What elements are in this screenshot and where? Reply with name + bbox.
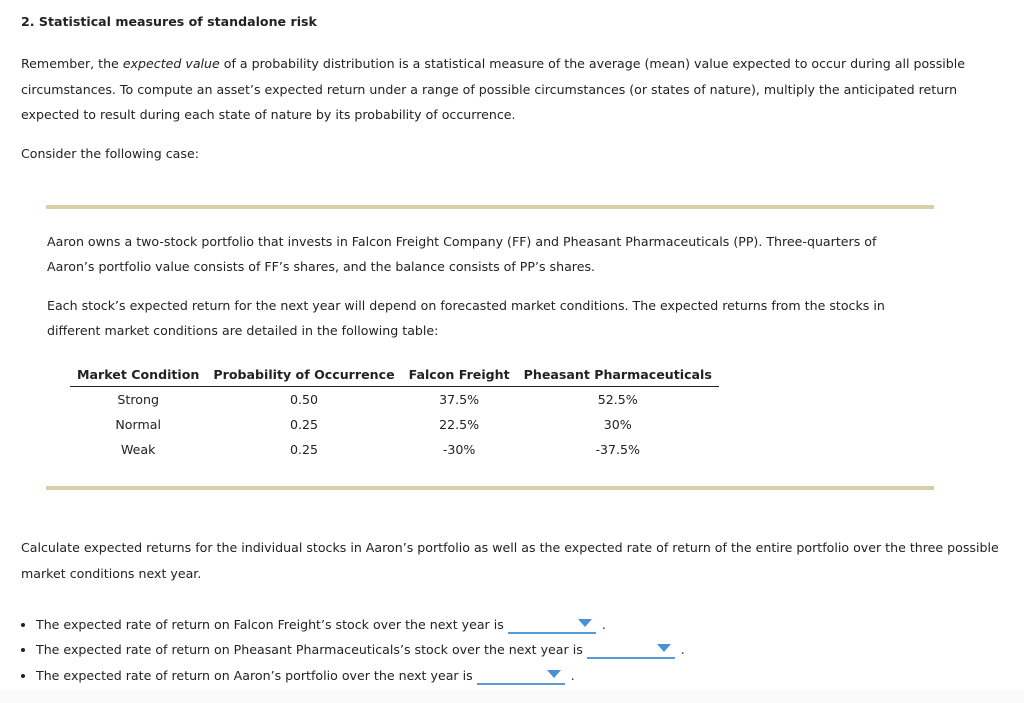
cell: 0.50 [289, 392, 319, 407]
intro-text-rest: of a probability distribution is a statistical measure of the average (mean) value expected to occur during all possible circumstances. To compute an asset’s expected return under a range of possible circumstances (or states of nature), multiply the anticipated return expected to result during each state of nature by its probability of occurrence. [21, 56, 966, 122]
task-paragraph: Calculate expected returns for the individual stocks in Aaron’s portfolio as well as the expected rate of return of the entire portfolio over the three possible market conditions next year. [21, 540, 999, 581]
question-list [21, 612, 685, 688]
case-divider-bottom [46, 486, 934, 490]
table-row [70, 412, 719, 437]
cell: Weak [120, 442, 156, 457]
page-footer [0, 690, 1024, 703]
cell: -37.5% [595, 442, 641, 457]
dropdown-arrow-icon[interactable] [657, 644, 671, 652]
intro-paragraph [21, 51, 1001, 128]
col-market-condition: Market Condition [70, 362, 206, 387]
cell: 0.25 [289, 417, 319, 432]
question-text: The expected rate of return on Pheasant Pharmaceuticals’s stock over the next year is [36, 642, 583, 658]
col-pheasant-pharma: Pheasant Pharmaceuticals [517, 362, 719, 387]
cell: 30% [603, 417, 632, 432]
intro-emphasis: expected value [122, 56, 220, 71]
cell: -30% [442, 442, 476, 457]
cell: 0.25 [289, 442, 319, 457]
period: . [680, 642, 685, 658]
cell: Strong [117, 392, 159, 407]
case-divider-top [46, 205, 934, 209]
cell: 52.5% [597, 392, 638, 407]
question-text: The expected rate of return on Falcon Freight’s stock over the next year is [36, 617, 504, 632]
table-row [70, 387, 719, 413]
period: . [601, 617, 606, 632]
period: . [570, 667, 575, 683]
question-text: The expected rate of return on Aaron’s portfolio over the next year is [36, 667, 473, 683]
pheasant-return-dropdown[interactable] [587, 641, 675, 659]
cell: 37.5% [439, 392, 480, 407]
consider-text: Consider the following case: [21, 146, 199, 161]
question-falcon-freight [36, 612, 685, 637]
table-header-row [70, 362, 719, 387]
section-heading: 2. Statistical measures of standalone risk [21, 14, 317, 29]
case-paragraph-1: Aaron owns a two-stock portfolio that invests in Falcon Freight Company (FF) and Pheasant Pharmaceuticals (PP). Three-quarters of Aaron’s portfolio value consists of FF’s shares, and the balance consists of PP’s shares. [47, 234, 877, 274]
cell: Normal [115, 417, 161, 432]
case-paragraph-2: Each stock’s expected return for the next year will depend on forecasted market conditions. The expected returns from the stocks in different market conditions are detailed in the following table: [47, 298, 885, 338]
col-probability: Probability of Occurrence [206, 362, 401, 387]
dropdown-arrow-icon[interactable] [578, 619, 592, 627]
cell: 22.5% [439, 417, 480, 432]
intro-text: Remember, the [21, 56, 123, 71]
returns-table [70, 362, 719, 462]
falcon-return-dropdown[interactable] [508, 616, 596, 634]
portfolio-return-dropdown[interactable] [477, 667, 565, 685]
col-falcon-freight: Falcon Freight [402, 362, 517, 387]
dropdown-arrow-icon[interactable] [547, 670, 561, 678]
question-pheasant-pharma [36, 637, 685, 662]
table-row [70, 437, 719, 462]
question-portfolio [36, 663, 685, 688]
